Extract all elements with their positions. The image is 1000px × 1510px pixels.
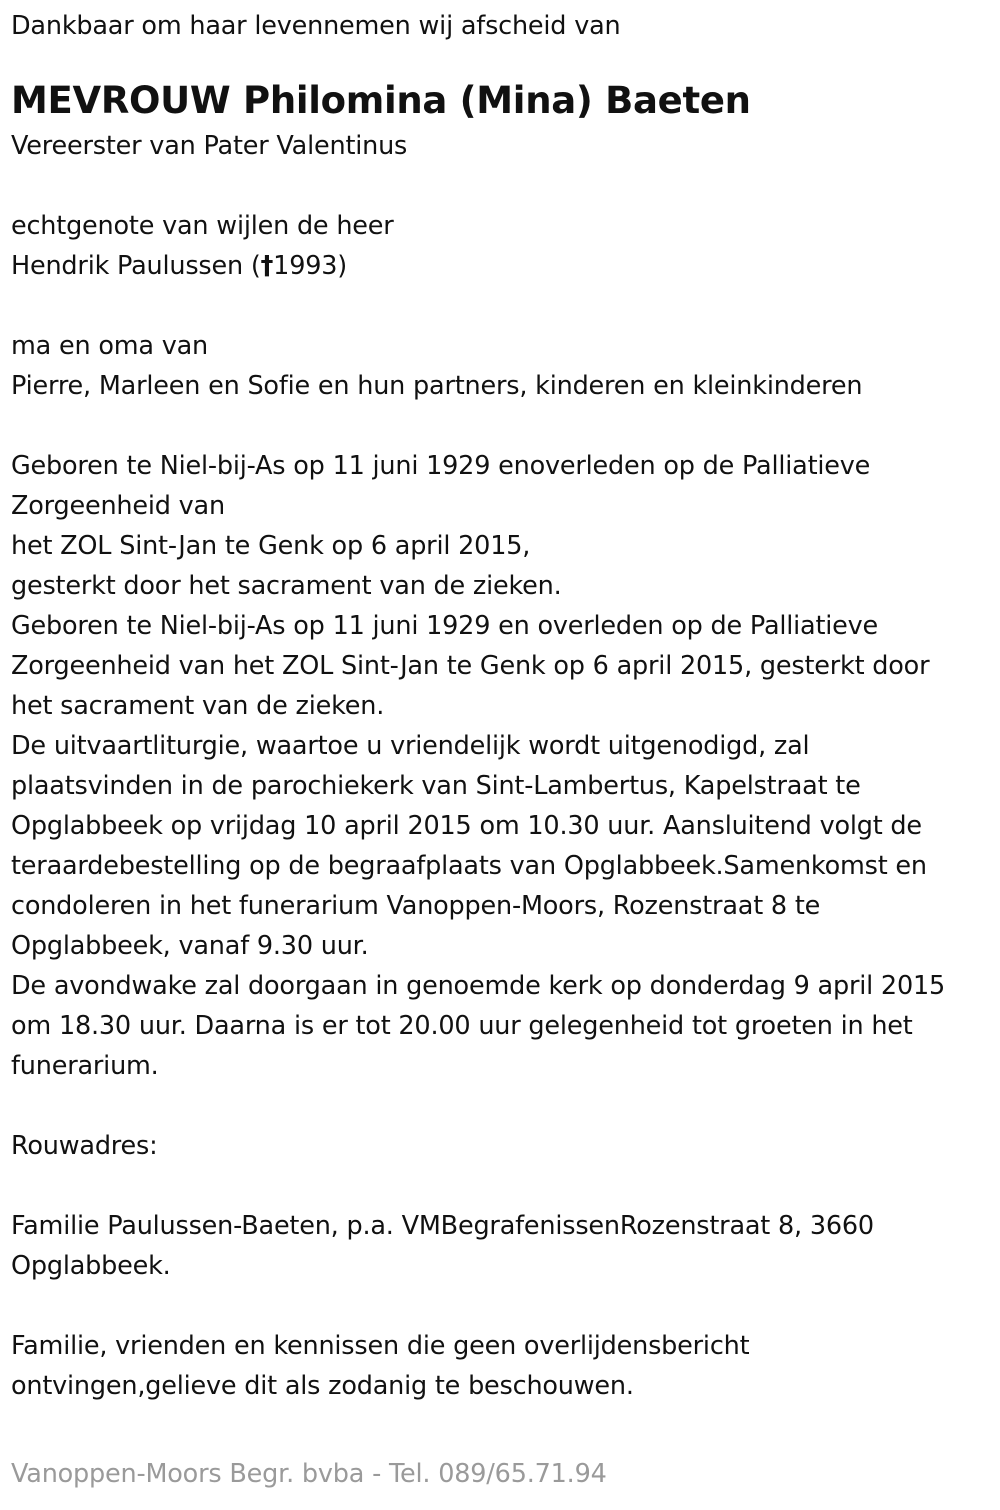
children-intro: ma en oma van — [11, 331, 208, 361]
deceased-name: MEVROUW Philomina (Mina) Baeten — [11, 79, 751, 122]
text-line: De uitvaartliturgie, waartoe u vriendelijk wordt uitgenodigd, zal — [11, 731, 810, 761]
spouse-name-line — [11, 246, 995, 286]
text-line: plaatsvinden in de parochiekerk van Sint-Lambertus, Kapelstraat te — [11, 771, 861, 801]
address-label: Rouwadres: — [11, 1131, 158, 1161]
text-line: Opglabbeek. — [11, 1251, 171, 1281]
obituary-document — [11, 0, 995, 1406]
text-line: om 18.30 uur. Daarna is er tot 20.00 uur gelegenheid tot groeten in het — [11, 1011, 913, 1041]
spacer — [11, 406, 995, 446]
text-line: condoleren in het funerarium Vanoppen-Moors, Rozenstraat 8 te — [11, 891, 821, 921]
spacer — [11, 1286, 995, 1326]
children-names: Pierre, Marleen en Sofie en hun partners, kinderen en kleinkinderen — [11, 371, 863, 401]
text-line: het sacrament van de zieken. — [11, 691, 385, 721]
text-line: Geboren te Niel-bij-As op 11 juni 1929 enoverleden op de Palliatieve — [11, 451, 871, 481]
spacer — [11, 1166, 995, 1206]
spacer — [11, 166, 995, 206]
subtitle: Vereerster van Pater Valentinus — [11, 131, 408, 161]
spacer — [11, 286, 995, 326]
text-line: De avondwake zal doorgaan in genoemde kerk op donderdag 9 april 2015 — [11, 971, 946, 1001]
spouse-line: echtgenote van wijlen de heer — [11, 211, 394, 241]
text-line: Opglabbeek op vrijdag 10 april 2015 om 10.30 uur. Aansluitend volgt de — [11, 811, 922, 841]
wake-paragraph — [11, 966, 995, 1086]
intro-line: Dankbaar om haar levennemen wij afscheid van — [11, 11, 621, 41]
text-line: Familie, vrienden en kennissen die geen overlijdensbericht — [11, 1331, 750, 1361]
cross-icon: † — [260, 251, 274, 281]
funeral-home-footer: Vanoppen-Moors Begr. bvba - Tel. 089/65.71.94 — [11, 1459, 607, 1489]
birth-death-short — [11, 446, 995, 606]
liturgy-paragraph — [11, 726, 995, 966]
spouse-death-year: 1993) — [273, 251, 348, 281]
text-line: gesterkt door het sacrament van de zieken. — [11, 571, 562, 601]
address-block — [11, 1206, 995, 1286]
notice-paragraph — [11, 1326, 995, 1406]
text-line: Geboren te Niel-bij-As op 11 juni 1929 en overleden op de Palliatieve — [11, 611, 879, 641]
spacer — [11, 1086, 995, 1126]
text-line: het ZOL Sint-Jan te Genk op 6 april 2015, — [11, 531, 531, 561]
text-line: Familie Paulussen-Baeten, p.a. VMBegrafenissenRozenstraat 8, 3660 — [11, 1211, 874, 1241]
text-line: funerarium. — [11, 1051, 159, 1081]
birth-death-full — [11, 606, 995, 726]
text-line: Opglabbeek, vanaf 9.30 uur. — [11, 931, 369, 961]
text-line: Zorgeenheid van — [11, 491, 225, 521]
text-line: ontvingen,gelieve dit als zodanig te beschouwen. — [11, 1371, 634, 1401]
text-line: Zorgeenheid van het ZOL Sint-Jan te Genk op 6 april 2015, gesterkt door — [11, 651, 930, 681]
spouse-name: Hendrik Paulussen ( — [11, 251, 261, 281]
text-line: teraardebestelling op de begraafplaats van Opglabbeek.Samenkomst en — [11, 851, 927, 881]
